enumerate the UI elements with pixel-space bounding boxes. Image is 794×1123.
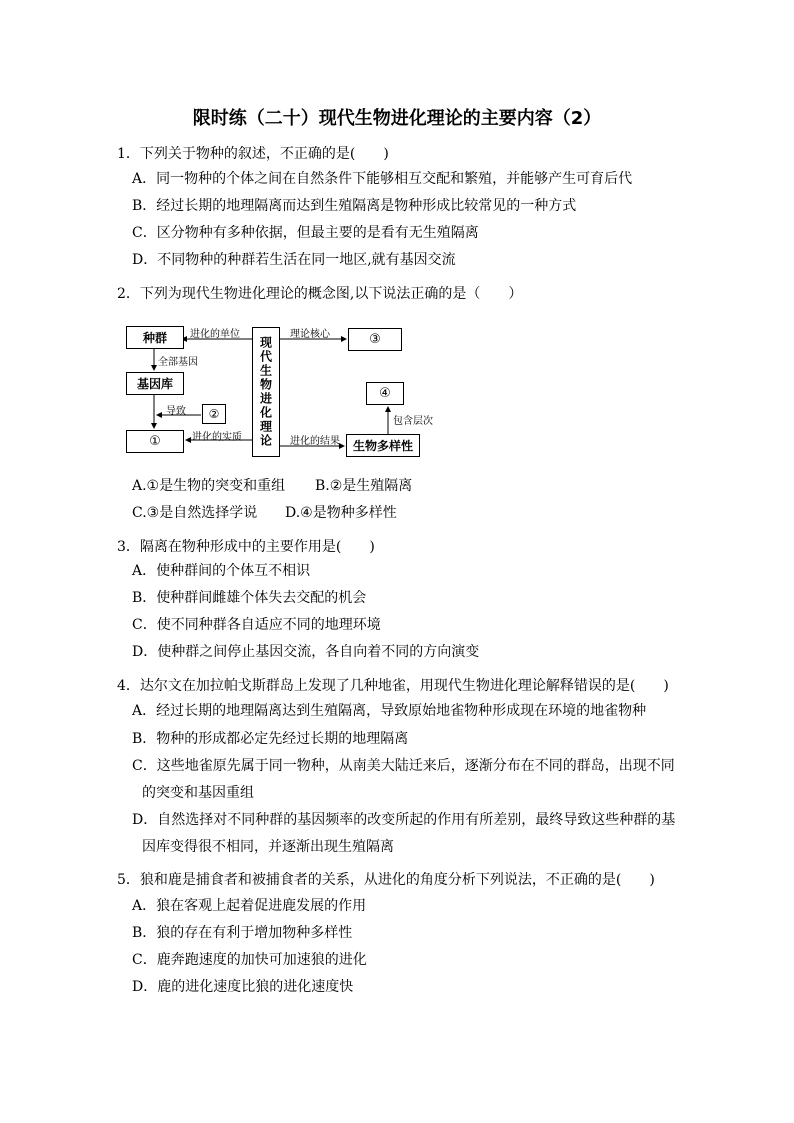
label-essence: 进化的实质 [192, 432, 242, 443]
question-5-option-b: B．狼的存在有利于增加物种多样性 [132, 925, 353, 941]
question-3-stem: 3．隔离在物种形成中的主要作用是( ) [117, 539, 375, 555]
question-5-option-c: C．鹿奔跑速度的加快可加速狼的进化 [132, 952, 367, 968]
question-1-option-d: D．不同物种的种群若生活在同一地区,就有基因交流 [132, 252, 456, 268]
box-zhongqun: 种群 [126, 326, 184, 349]
question-5-option-d: D．鹿的进化速度比狼的进化速度快 [132, 979, 354, 995]
question-4-option-d: D．自然选择对不同种群的基因频率的改变所起的作用有所差别，最终导致这些种群的基 [132, 812, 676, 828]
box-duoyangxing: 生物多样性 [346, 434, 420, 457]
question-5-stem: 5．狼和鹿是捕食者和被捕食者的关系，从进化的角度分析下列说法，不正确的是( ) [117, 872, 655, 888]
question-2-option-d: D.④是物种多样性 [285, 505, 397, 521]
question-4-stem: 4．达尔文在加拉帕戈斯群岛上发现了几种地雀，用现代生物进化理论解释错误的是( ) [117, 678, 669, 694]
question-4-option-c: C．这些地雀原先属于同一物种，从南美大陆迁来后，逐渐分布在不同的群岛，出现不同 [132, 758, 675, 774]
box-circle-1: ① [126, 430, 184, 453]
label-levels: 包含层次 [393, 416, 433, 427]
question-2-option-a: A.①是生物的突变和重组 [132, 478, 286, 494]
label-unit: 进化的单位 [190, 329, 240, 340]
page-title: 限时练（二十）现代生物进化理论的主要内容（2） [192, 108, 602, 129]
question-4-option-b: B．物种的形成都必定先经过长期的地理隔离 [132, 731, 409, 747]
question-2-stem: 2．下列为现代生物进化理论的概念图,以下说法正确的是（ ） [117, 286, 523, 302]
box-circle-4: ④ [366, 382, 404, 405]
question-1-option-c: C．区分物种有多种依据，但最主要的是看有无生殖隔离 [132, 225, 479, 241]
question-4-option-c-cont: 的突变和基因重组 [142, 785, 254, 801]
box-center-theory: 现代生物进化理论 [252, 327, 280, 457]
question-1-option-b: B．经过长期的地理隔离而达到生殖隔离是物种形成比较常见的一种方式 [132, 198, 577, 214]
label-core: 理论核心 [290, 329, 330, 340]
box-circle-2: ② [202, 404, 226, 424]
label-allgenes: 全部基因 [158, 357, 198, 368]
question-3-option-a: A．使种群间的个体互不相识 [132, 563, 311, 579]
question-3-option-c: C．使不同种群各自适应不同的地理环境 [132, 617, 381, 633]
question-4-option-d-cont: 因库变得很不相同，并逐渐出现生殖隔离 [142, 839, 394, 855]
box-circle-3: ③ [348, 328, 402, 351]
question-1-option-a: A．同一物种的个体之间在自然条件下能够相互交配和繁殖，并能够产生可育后代 [132, 171, 633, 187]
question-4-option-a: A．经过长期的地理隔离达到生殖隔离，导致原始地雀物种形成现在环境的地雀物种 [132, 703, 647, 719]
question-1-stem: 1．下列关于物种的叙述，不正确的是( ) [117, 146, 389, 162]
question-2-option-b: B.②是生殖隔离 [315, 478, 413, 494]
question-5-option-a: A．狼在客观上起着促进鹿发展的作用 [132, 898, 367, 914]
label-lead: 导致 [166, 406, 186, 417]
concept-diagram [122, 322, 432, 464]
question-3-option-b: B．使种群间雌雄个体失去交配的机会 [132, 590, 367, 606]
question-3-option-d: D．使种群之间停止基因交流，各自向着不同的方向演变 [132, 644, 480, 660]
label-result: 进化的结果 [290, 436, 340, 447]
box-jiyinku: 基因库 [126, 372, 184, 395]
question-2-option-c: C.③是自然选择学说 [132, 505, 258, 521]
